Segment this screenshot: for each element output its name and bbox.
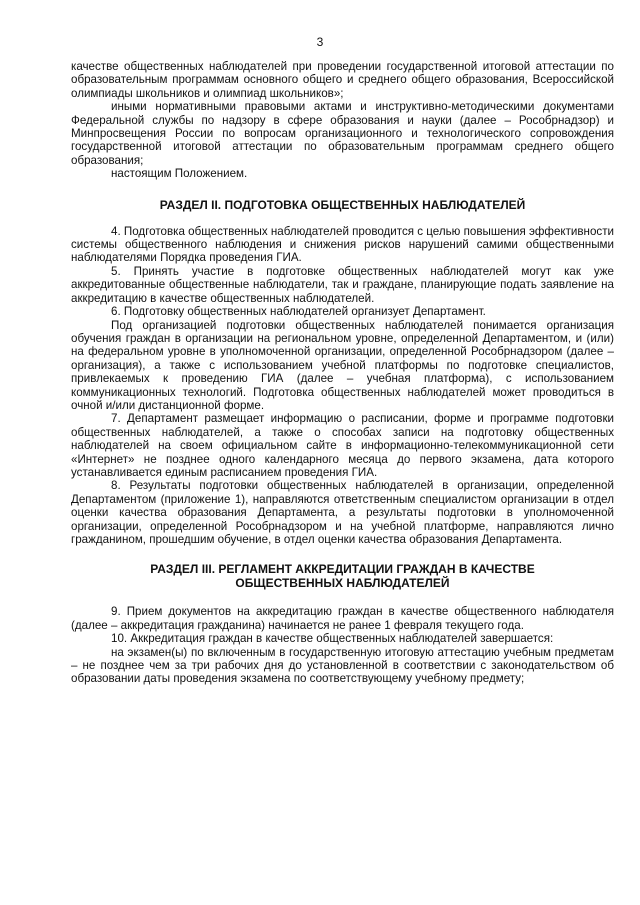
section-2-body [71, 225, 614, 547]
paragraph-9: 9. Прием документов на аккредитацию граждан в качестве общественного наблюдателя (далее – аккредитация гражданина) начинается не ранее 1 февраля текущего года. [71, 605, 614, 632]
section-3-title-line-1: РАЗДЕЛ III. РЕГЛАМЕНТ АККРЕДИТАЦИИ ГРАЖДАН В КАЧЕСТВЕ [150, 562, 535, 577]
paragraph-10-item: на экзамен(ы) по включенным в государственную итоговую аттестацию учебным предметам – не позднее чем за три рабочих дня до установленной в соответствии с законодательством об образовании даты проведения экзамена по соответствующему учебному предмету; [71, 645, 614, 686]
paragraph-8: 8. Результаты подготовки общественных наблюдателей в организации, определенной Департаментом (приложение 1), направляются ответственным специалистом организации в отдел оценки качества образования Департамента, а результаты подготовки в уполномоченной организации, определенной Рособрнадзором и на учебной платформе, направляются лично гражданином, прошедшим обучение, в отдел оценки качества образования Департамента. [71, 479, 614, 546]
paragraph-6: 6. Подготовку общественных наблюдателей организует Департамент. [111, 305, 486, 319]
page-number: 3 [316, 35, 324, 49]
paragraph-4: 4. Подготовка общественных наблюдателей проводится с целью повышения эффективности системы общественного наблюдения и снижения рисков нарушений самими общественными наблюдателями Порядка проведения ГИА. [71, 224, 614, 265]
intro-block [71, 60, 614, 181]
section-2-title: РАЗДЕЛ II. ПОДГОТОВКА ОБЩЕСТВЕННЫХ НАБЛЮДАТЕЛЕЙ [159, 197, 526, 212]
document-body [71, 60, 614, 686]
intro-paragraph-1: качестве общественных наблюдателей при проведении государственной итоговой аттестации по образовательным программам основного общего и среднего общего образования, Всероссийской олимпиады школьников и олимпиад школьников»; [71, 60, 614, 100]
paragraph-10: 10. Аккредитация граждан в качестве общественных наблюдателей завершается: [111, 632, 554, 646]
intro-paragraph-3: настоящим Положением. [111, 167, 248, 181]
paragraph-5: 5. Принять участие в подготовке общественных наблюдателей могут как уже аккредитованные общественные наблюдатели, так и граждане, планирующие подать заявление на аккредитацию в качестве общественных наблюдателей. [71, 264, 614, 305]
paragraph-7: 7. Департамент размещает информацию о расписании, форме и программе подготовки общественных наблюдателей, а также о способах записи на подготовку общественных наблюдателей на своем официальном сайте в информационно-телекоммуникационной сети «Интернет» не позднее одного календарного месяца до первого экзамена, дата которого устанавливается единым расписанием проведения ГИА. [71, 412, 614, 479]
section-3-title [71, 562, 614, 590]
intro-paragraph-2: иными нормативными правовыми актами и инструктивно-методическими документами Федеральной службы по надзору в сфере образования и науки (далее – Рособрнадзор) и Минпросвещения России по вопросам организационного и технологического сопровождения государственной итоговой аттестации по образовательным программам среднего общего образования; [71, 100, 614, 167]
section-3-title-line-2: ОБЩЕСТВЕННЫХ НАБЛЮДАТЕЛЕЙ [235, 576, 450, 591]
paragraph-6-detail: Под организацией подготовки общественных наблюдателей понимается организация обучения граждан в организации на региональном уровне, определенной Департаментом, и (или) на федеральном уровне в уполномоченной организации, определенной Рособрнадзором (далее – организация), а также с использованием учебной платформы по подготовке специалистов, привлекаемых к проведению ГИА (далее – учебная платформа), с использованием коммуникационных технологий. Подготовка общественных наблюдателей может проводиться в очной и/или дистанционной форме. [71, 318, 614, 412]
section-3-body [71, 605, 614, 685]
